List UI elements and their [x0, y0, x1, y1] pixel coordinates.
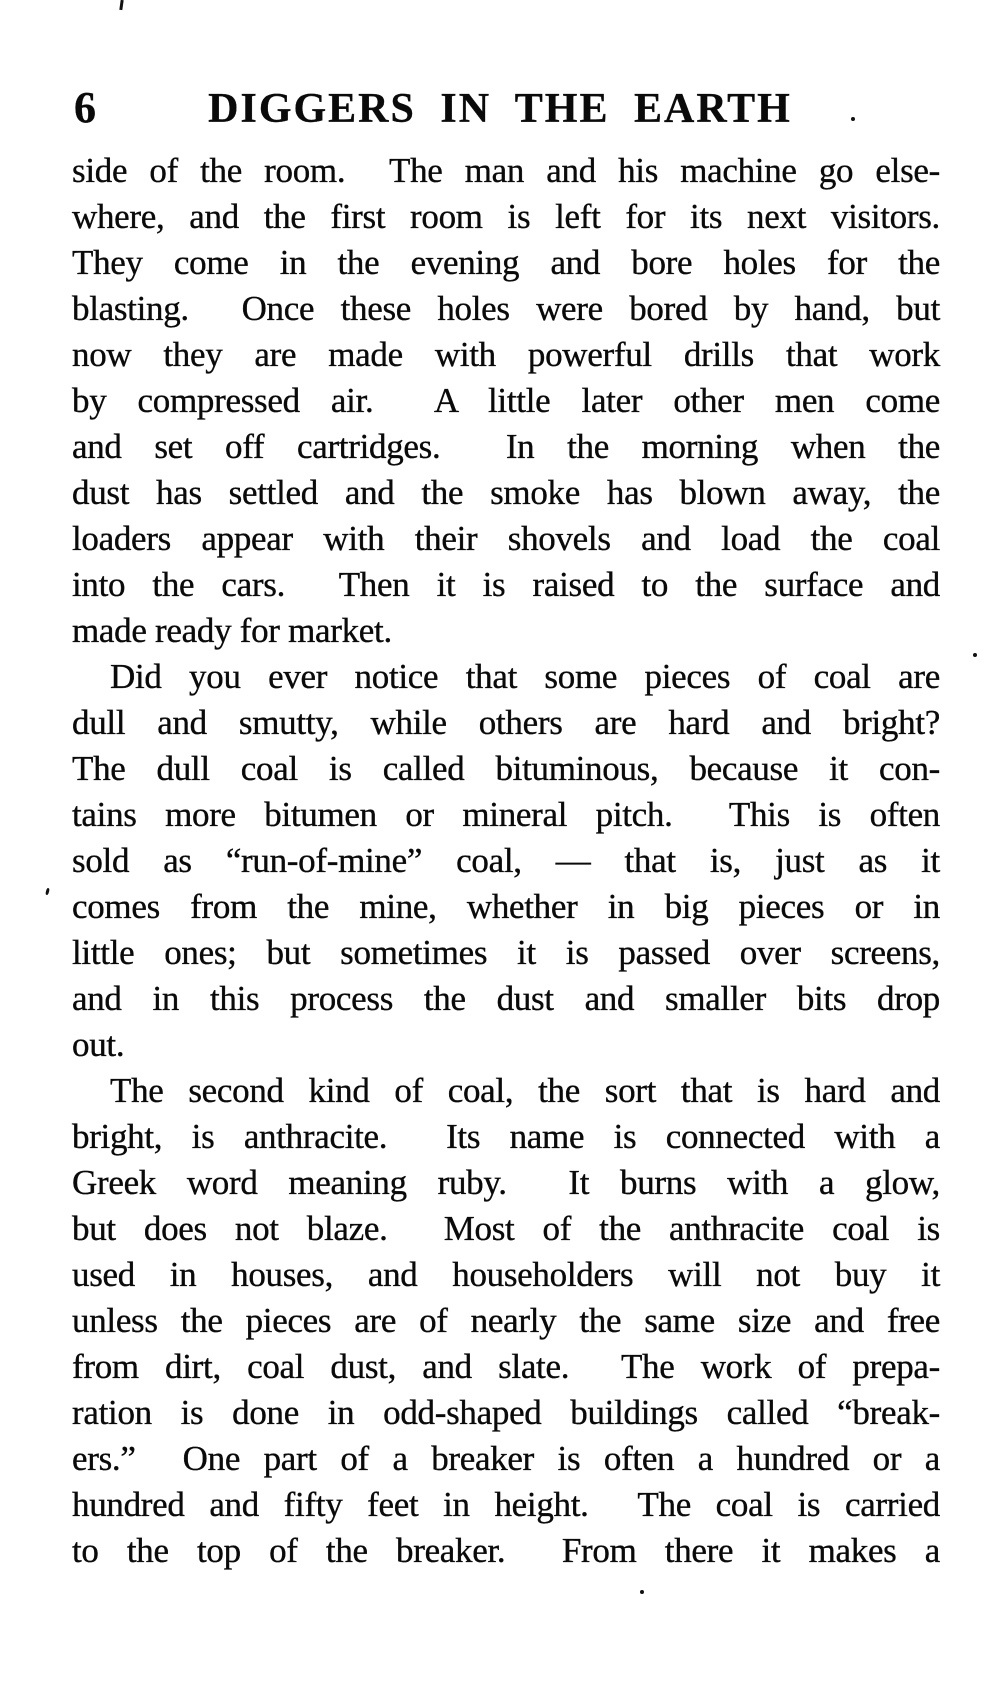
text-line: The second kind of coal, the sort that is hard and [110, 1071, 940, 1110]
text-line: used in houses, and householders will not buy it [72, 1255, 940, 1294]
text-line: comes from the mine, whether in big pieces or in [72, 887, 940, 926]
paragraph [72, 1068, 940, 1574]
paragraph [72, 654, 940, 1068]
text-line: ration is done in odd-shaped buildings called “break- [72, 1393, 940, 1432]
text-line: They come in the evening and bore holes for the [72, 243, 940, 282]
paragraph [72, 148, 940, 654]
scan-speck [45, 888, 50, 896]
text-line: and set off cartridges. In the morning when the [72, 427, 940, 466]
text-line: by compressed air. A little later other men come [72, 381, 940, 420]
text-line: The dull coal is called bituminous, because it con- [72, 749, 940, 788]
text-line: Greek word meaning ruby. It burns with a glow, [72, 1163, 940, 1202]
text-line: side of the room. The man and his machine go else- [72, 151, 940, 190]
text-line: to the top of the breaker. From there it makes a [72, 1531, 940, 1570]
text-line: blasting. Once these holes were bored by hand, but [72, 289, 940, 328]
text-line: unless the pieces are of nearly the same size and free [72, 1301, 940, 1340]
scan-speck [640, 1590, 644, 1594]
page-title: DIGGERS IN THE EARTH [208, 86, 792, 132]
text-line: Did you ever notice that some pieces of coal are [110, 657, 940, 696]
page-number: 6 [74, 83, 96, 132]
text-line: hundred and fifty feet in height. The coal is carried [72, 1485, 940, 1524]
text-line: dull and smutty, while others are hard and bright? [72, 703, 940, 742]
text-line: dust has settled and the smoke has blown away, the [72, 473, 940, 512]
text-line: little ones; but sometimes it is passed over screens, [72, 933, 940, 972]
text-line: from dirt, coal dust, and slate. The work of prepa- [72, 1347, 940, 1386]
scan-speck [119, 0, 123, 10]
text-line: tains more bitumen or mineral pitch. This is often [72, 795, 940, 834]
text-line: now they are made with powerful drills that work [72, 335, 940, 374]
text-line: ers.” One part of a breaker is often a hundred or a [72, 1439, 940, 1478]
text-line: made ready for market. [72, 611, 392, 650]
text-line: into the cars. Then it is raised to the surface and [72, 565, 940, 604]
text-line: loaders appear with their shovels and load the coal [72, 519, 940, 558]
text-line: bright, is anthracite. Its name is connected with a [72, 1117, 940, 1156]
scan-speck [851, 117, 855, 121]
text-line: and in this process the dust and smaller bits drop [72, 979, 940, 1018]
body-text [72, 148, 940, 1574]
text-line: sold as “run-of-mine” coal, — that is, just as it [72, 841, 940, 880]
scan-speck [973, 653, 977, 657]
text-line: but does not blaze. Most of the anthracite coal is [72, 1209, 940, 1248]
text-line: where, and the first room is left for its next visitors. [72, 197, 940, 236]
text-line: out. [72, 1025, 125, 1064]
